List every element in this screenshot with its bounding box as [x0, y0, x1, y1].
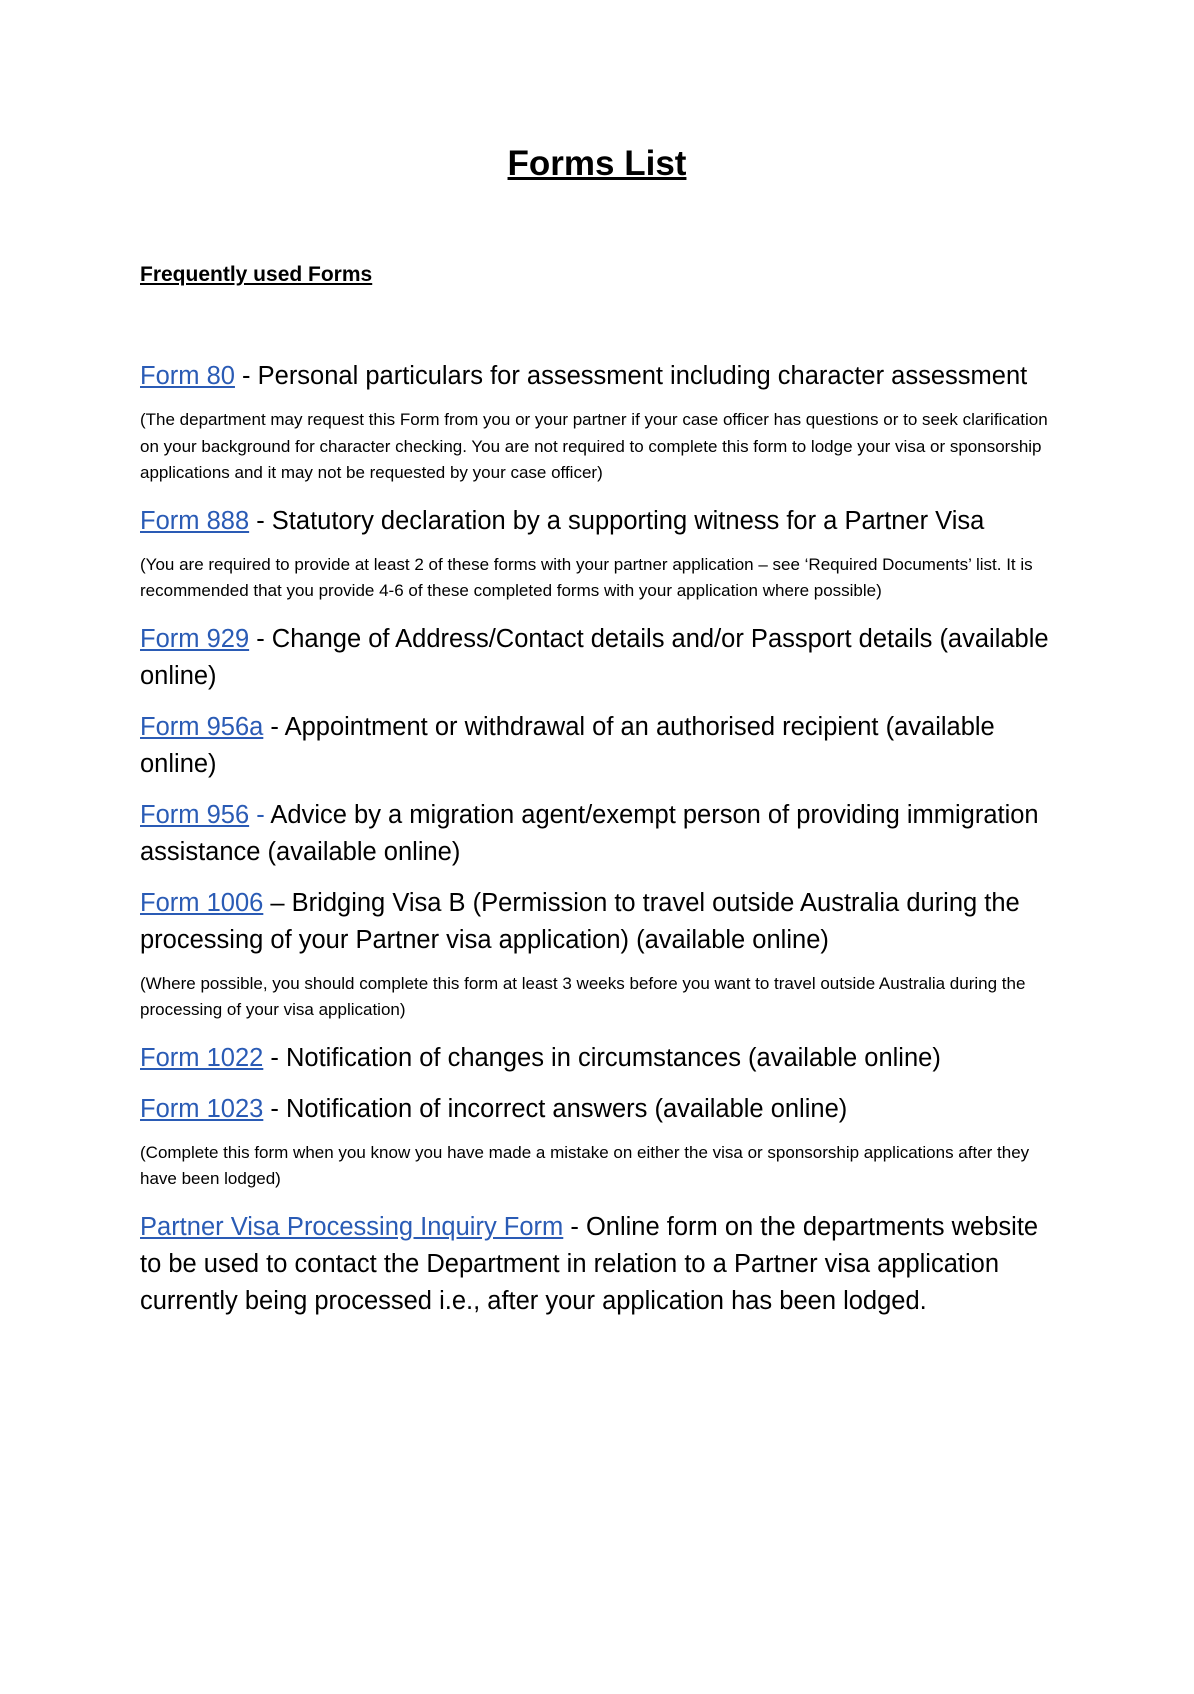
form-956a-link[interactable]: Form 956a [140, 712, 264, 741]
form-80-separator: - [234, 362, 258, 390]
form-entry-1023 [140, 1091, 1060, 1128]
page-title: Forms List [507, 144, 687, 183]
form-1023-separator: - [263, 1094, 286, 1123]
partner-visa-inquiry-link[interactable]: Partner Visa Processing Inquiry Form [140, 1212, 564, 1241]
form-888-description: Statutory declaration by a supporting witness for a Partner Visa [271, 506, 985, 535]
form-929-separator: - [249, 624, 272, 653]
form-entry-956a [140, 709, 1060, 783]
form-1006-note: (Where possible, you should complete this form at least 3 weeks before you want to travel outside Australia during the processing of your visa application) [140, 973, 1026, 1019]
form-888-note: (You are required to provide at least 2 of these forms with your partner application – see ‘Required Documents’ list. It is recommended that you provide 4-6 of these completed forms with your application where possible) [140, 554, 1033, 600]
form-entry-929 [140, 621, 1060, 695]
form-1006-description: Bridging Visa B (Permission to travel outside Australia during the processing of your Partner visa application) (available online) [140, 888, 1020, 954]
form-929-description: Change of Address/Contact details and/or Passport details (available online) [140, 624, 1049, 690]
form-1022-description: Notification of changes in circumstances (available online) [285, 1043, 941, 1072]
form-1023-link[interactable]: Form 1023 [140, 1094, 264, 1123]
form-956a-description: Appointment or withdrawal of an authorised recipient (available online) [140, 712, 995, 778]
form-1006-separator: – [263, 888, 292, 917]
form-929-link[interactable]: Form 929 [140, 624, 250, 653]
form-1023-description: Notification of incorrect answers (available online) [285, 1094, 848, 1123]
form-80-link[interactable]: Form 80 [140, 362, 235, 390]
section-heading: Frequently used Forms [140, 263, 373, 286]
form-entry-1022 [140, 1040, 1060, 1077]
form-956-link[interactable]: Form 956 [140, 800, 250, 829]
form-1022-separator: - [263, 1043, 286, 1072]
form-80-note: (The department may request this Form from you or your partner if your case officer has questions or to seek clarification on your background for character checking. You are not required to complete this form to lodge your visa or sponsorship applications and it may not be requested by your case officer) [140, 410, 1048, 482]
form-entry-partner-inquiry [140, 1209, 1060, 1320]
form-1022-link[interactable]: Form 1022 [140, 1043, 264, 1072]
form-956-description: Advice by a migration agent/exempt person of providing immigration assistance (available online) [140, 800, 1039, 866]
partner-visa-inquiry-description: Online form on the departments website to be used to contact the Department in relation to a Partner visa application currently being processed i.e., after your application has been lodged. [140, 1212, 1039, 1315]
form-80-description: Personal particulars for assessment including character assessment [257, 362, 1028, 390]
form-entry-80 [140, 358, 1060, 395]
form-entry-956 [140, 797, 1060, 871]
form-888-separator: - [249, 506, 272, 535]
form-956a-separator: - [263, 712, 285, 741]
form-1023-note: (Complete this form when you know you have made a mistake on either the visa or sponsorship applications after they have been lodged) [140, 1142, 1030, 1188]
partner-visa-inquiry-separator: - [563, 1212, 586, 1241]
forms-list [140, 358, 1060, 1320]
form-entry-888 [140, 503, 1060, 540]
form-956-separator: - [249, 800, 271, 829]
form-1006-link[interactable]: Form 1006 [140, 888, 264, 917]
form-entry-1006 [140, 885, 1060, 959]
form-888-link[interactable]: Form 888 [140, 506, 250, 535]
